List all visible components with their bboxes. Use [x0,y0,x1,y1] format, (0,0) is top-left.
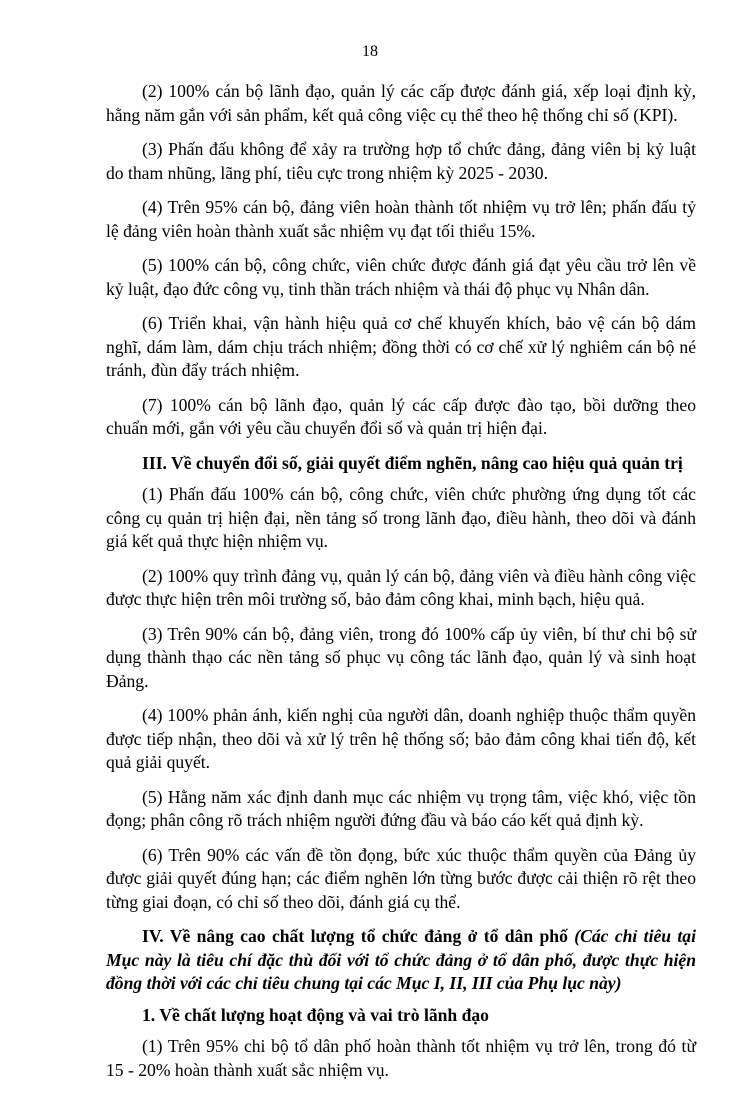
paragraph-iii-1: (1) Phấn đấu 100% cán bộ, công chức, viên chức phường ứng dụng tốt các công cụ quản trị hiện đại, nền tảng số trong lãnh đạo, điều hành, theo dõi và đánh giá kết quả thực hiện nhiệm vụ. [106,484,696,551]
paragraph-iv-1-1: (1) Trên 95% chi bộ tổ dân phố hoàn thành tốt nhiệm vụ trở lên, trong đó từ 15 - 20% hoàn thành xuất sắc nhiệm vụ. [106,1036,696,1080]
paragraph-item-3-discipline: (3) Phấn đấu không để xảy ra trường hợp tổ chức đảng, đảng viên bị kỷ luật do tham nhũng, lãng phí, tiêu cực trong nhiệm kỳ 2025 - 2030. [106,139,696,183]
section-iv-note: (Các chỉ tiêu tại Mục này là tiêu chí đặc thù đối với tổ chức đảng ở tổ dân phố, được thực hiện đồng thời với các chỉ tiêu chung tại các Mục I, II, III của Phụ lục này) [106,926,696,993]
paragraph-item-4-completion: (4) Trên 95% cán bộ, đảng viên hoàn thành tốt nhiệm vụ trở lên; phấn đấu tỷ lệ đảng viên hoàn thành xuất sắc nhiệm vụ đạt tối thiểu 15%. [106,197,696,241]
page-number: 18 [362,43,378,60]
paragraph-iii-3: (3) Trên 90% cán bộ, đảng viên, trong đó 100% cấp ủy viên, bí thư chi bộ sử dụng thành thạo các nền tảng số phục vụ công tác lãnh đạo, quản lý và sinh hoạt Đảng. [106,623,696,691]
section-heading-iv [106,925,696,996]
paragraph-iii-2: (2) 100% quy trình đảng vụ, quản lý cán bộ, đảng viên và điều hành công việc được thực hiện trên môi trường số, bảo đảm công khai, minh bạch, hiệu quả. [106,565,696,609]
paragraph-item-6-incentives: (6) Triển khai, vận hành hiệu quả cơ chế khuyến khích, bảo vệ cán bộ dám nghĩ, dám làm, dám chịu trách nhiệm; đồng thời có cơ chế xử lý nghiêm cán bộ né tránh, đùn đẩy trách nhiệm. [106,313,696,380]
subsection-heading-1: 1. Về chất lượng hoạt động và vai trò lãnh đạo [142,1004,489,1025]
section-heading-iii: III. Về chuyển đổi số, giải quyết điểm nghẽn, nâng cao hiệu quả quản trị [142,452,683,473]
document-body [106,80,696,1093]
paragraph-iii-6: (6) Trên 90% các vấn đề tồn đọng, bức xúc thuộc thẩm quyền của Đảng ủy được giải quyết đúng hạn; các điểm nghẽn lớn từng bước được cải thiện rõ rệt theo từng giai đoạn, có chỉ số theo dõi, đánh giá cụ thể. [106,844,696,912]
paragraph-item-7-training: (7) 100% cán bộ lãnh đạo, quản lý các cấp được đào tạo, bồi dưỡng theo chuẩn mới, gắn với yêu cầu chuyển đổi số và quản trị hiện đại. [106,394,696,438]
paragraph-iii-4: (4) 100% phản ánh, kiến nghị của người dân, doanh nghiệp thuộc thẩm quyền được tiếp nhận, theo dõi và xử lý trên hệ thống số; bảo đảm công khai tiến độ, kết quả giải quyết. [106,705,696,772]
paragraph-item-2-kpi: (2) 100% cán bộ lãnh đạo, quản lý các cấp được đánh giá, xếp loại định kỳ, hằng năm gắn với sản phẩm, kết quả công việc cụ thể theo hệ thống chỉ số (KPI). [106,81,696,125]
paragraph-item-5-ethics: (5) 100% cán bộ, công chức, viên chức được đánh giá đạt yêu cầu trở lên về kỷ luật, đạo đức công vụ, tinh thần trách nhiệm và thái độ phục vụ Nhân dân. [106,255,696,299]
paragraph-iii-5: (5) Hằng năm xác định danh mục các nhiệm vụ trọng tâm, việc khó, việc tồn đọng; phân công rõ trách nhiệm người đứng đầu và báo cáo kết quả định kỳ. [106,786,696,830]
section-iv-title: IV. Về nâng cao chất lượng tổ chức đảng ở tổ dân phố [142,926,568,946]
